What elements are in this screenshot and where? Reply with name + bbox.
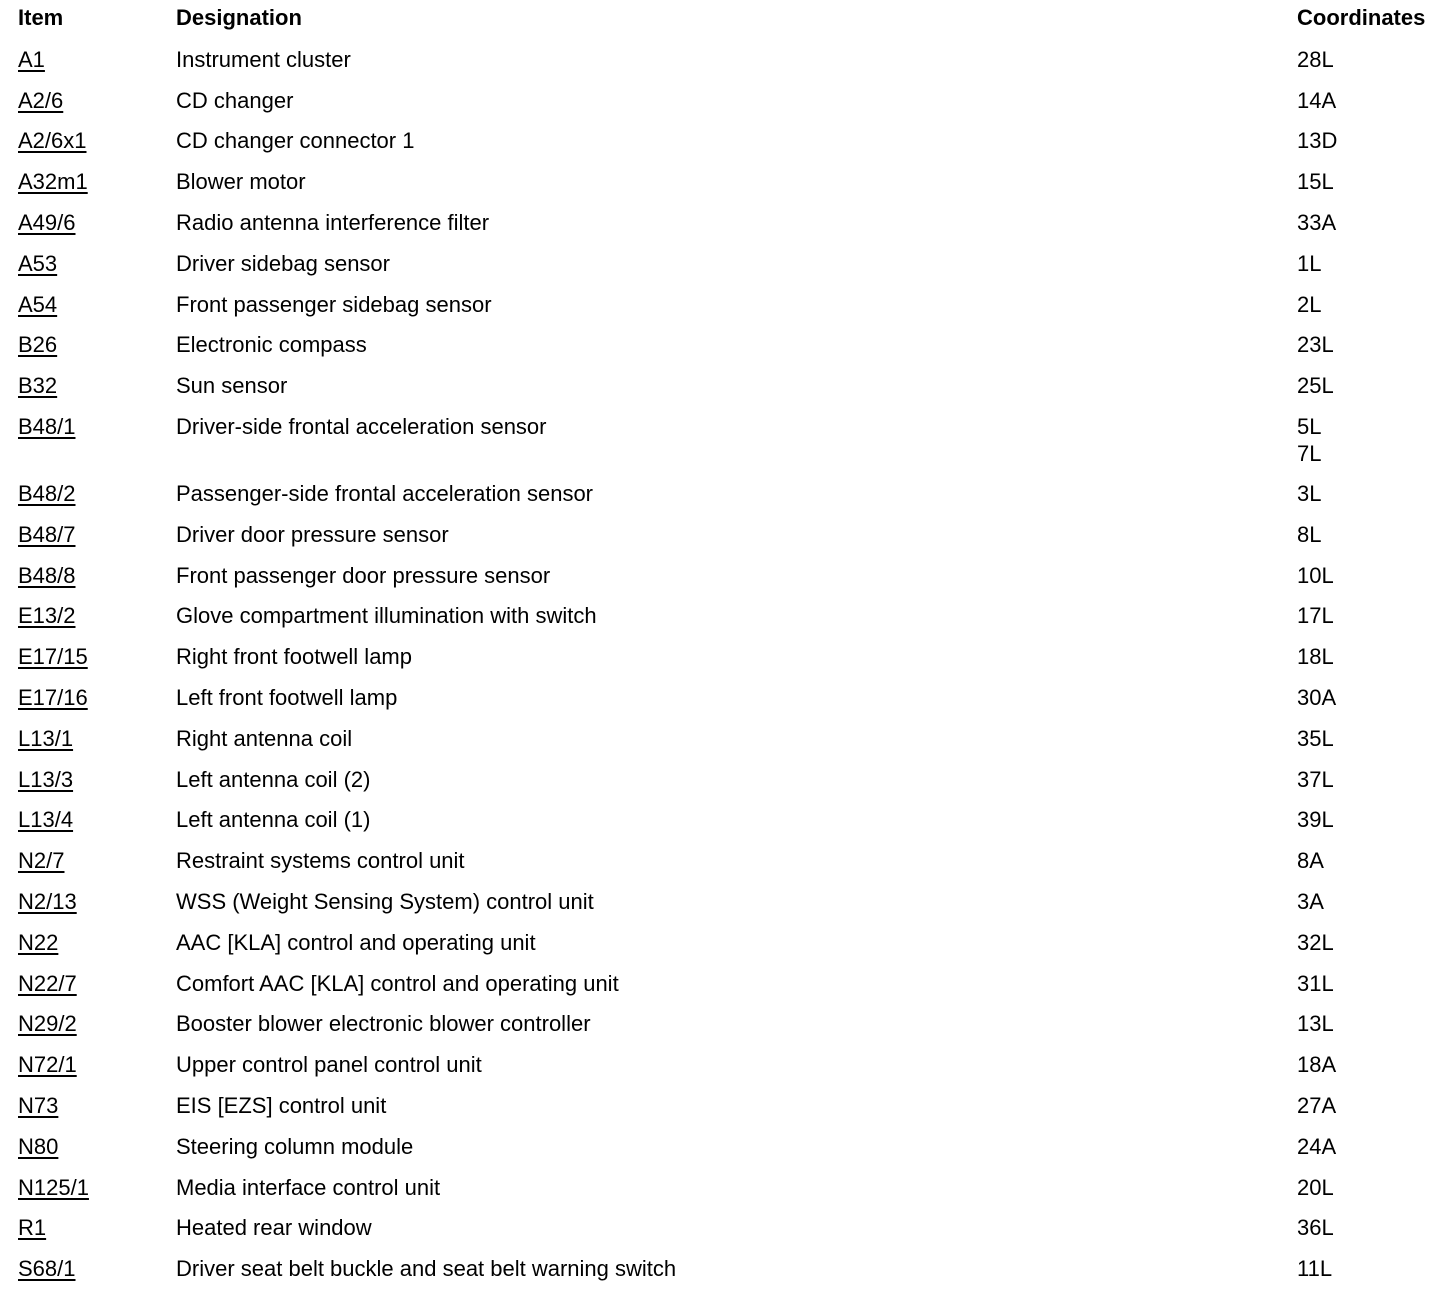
coordinates-cell xyxy=(1297,372,1334,399)
coordinate-value: 18L xyxy=(1297,644,1334,670)
coordinate-value: 10L xyxy=(1297,562,1334,588)
table-row xyxy=(0,965,1456,1006)
table-row xyxy=(0,597,1456,638)
designation-text: Booster blower electronic blower controller xyxy=(176,1011,591,1037)
coordinates-cell xyxy=(1297,413,1321,467)
coordinate-value: 8L xyxy=(1297,521,1322,547)
designation-text: Driver seat belt buckle and seat belt warning switch xyxy=(176,1256,677,1282)
table-row xyxy=(0,41,1456,82)
designation-text: Electronic compass xyxy=(176,332,367,358)
coordinate-value: 3A xyxy=(1297,888,1324,914)
coordinates-cell xyxy=(1297,1010,1334,1037)
item-link[interactable]: N2/7 xyxy=(18,848,65,874)
item-link[interactable]: L13/4 xyxy=(18,807,74,833)
coordinate-value: 35L xyxy=(1297,725,1334,751)
coordinate-value: 39L xyxy=(1297,807,1334,833)
coordinate-value: 32L xyxy=(1297,929,1334,955)
designation-text: CD changer xyxy=(176,87,294,113)
designation-text: Media interface control unit xyxy=(176,1174,441,1200)
designation-text: Front passenger door pressure sensor xyxy=(176,562,551,588)
designation-text: Driver door pressure sensor xyxy=(176,521,449,547)
designation-text: Left antenna coil (1) xyxy=(176,807,371,833)
coordinate-value: 33A xyxy=(1297,209,1337,235)
item-link[interactable]: L13/1 xyxy=(18,725,74,751)
designation-text: Left antenna coil (2) xyxy=(176,766,371,792)
designation-text: AAC [KLA] control and operating unit xyxy=(176,929,536,955)
coordinates-cell xyxy=(1297,929,1334,956)
table-header xyxy=(0,0,1456,41)
coordinates-cell xyxy=(1297,46,1334,73)
item-link[interactable]: N22 xyxy=(18,929,59,955)
coordinate-value: 28L xyxy=(1297,46,1334,72)
table-row xyxy=(0,761,1456,802)
coordinates-cell xyxy=(1297,521,1321,548)
coordinates-cell xyxy=(1297,643,1334,670)
coordinate-value: 13L xyxy=(1297,1011,1334,1037)
item-link[interactable]: N125/1 xyxy=(18,1174,89,1200)
item-link[interactable]: B48/8 xyxy=(18,562,76,588)
item-link[interactable]: E17/16 xyxy=(18,684,88,710)
table-row xyxy=(0,326,1456,367)
table-row xyxy=(0,1209,1456,1250)
item-link[interactable]: N29/2 xyxy=(18,1011,77,1037)
designation-text: CD changer connector 1 xyxy=(176,128,415,154)
table-row xyxy=(0,679,1456,720)
item-link[interactable]: E17/15 xyxy=(18,644,88,670)
item-link[interactable]: A49/6 xyxy=(18,209,76,235)
table-row xyxy=(0,638,1456,679)
table-row xyxy=(0,122,1456,163)
table-row xyxy=(0,408,1456,475)
table-row xyxy=(0,557,1456,598)
item-link[interactable]: A2/6x1 xyxy=(18,128,87,154)
designation-text: Driver-side frontal acceleration sensor xyxy=(176,413,547,439)
coordinate-value: 20L xyxy=(1297,1174,1334,1200)
coordinate-value: 14A xyxy=(1297,87,1337,113)
designation-text: Driver sidebag sensor xyxy=(176,250,390,276)
coordinates-cell xyxy=(1297,970,1334,997)
table-row xyxy=(0,367,1456,408)
item-link[interactable]: A53 xyxy=(18,250,58,276)
coordinates-cell xyxy=(1297,291,1321,318)
table-row xyxy=(0,842,1456,883)
coordinate-value: 30A xyxy=(1297,684,1337,710)
designation-text: EIS [EZS] control unit xyxy=(176,1092,387,1118)
table-row xyxy=(0,1087,1456,1128)
designation-text: Glove compartment illumination with switch xyxy=(176,603,597,629)
item-link[interactable]: N72/1 xyxy=(18,1052,77,1078)
item-link[interactable]: N22/7 xyxy=(18,970,77,996)
coordinates-cell xyxy=(1297,209,1336,236)
table-row xyxy=(0,204,1456,245)
item-link[interactable]: S68/1 xyxy=(18,1256,76,1282)
item-link[interactable]: A2/6 xyxy=(18,87,64,113)
designation-text: Heated rear window xyxy=(176,1215,372,1241)
table-row xyxy=(0,245,1456,286)
table-row xyxy=(0,883,1456,924)
designation-text: Left front footwell lamp xyxy=(176,684,398,710)
designation-text: Restraint systems control unit xyxy=(176,848,465,874)
designation-text: Upper control panel control unit xyxy=(176,1052,482,1078)
table-row xyxy=(0,1128,1456,1169)
item-link[interactable]: B48/7 xyxy=(18,521,76,547)
coordinates-cell xyxy=(1297,684,1336,711)
coordinates-cell xyxy=(1297,250,1321,277)
coordinate-value: 36L xyxy=(1297,1215,1334,1241)
table-row xyxy=(0,82,1456,123)
coordinates-cell xyxy=(1297,766,1334,793)
coordinate-value: 23L xyxy=(1297,332,1334,358)
coordinates-cell xyxy=(1297,847,1324,874)
coordinates-cell xyxy=(1297,127,1337,154)
designation-text: Right front footwell lamp xyxy=(176,644,412,670)
coordinates-cell xyxy=(1297,1051,1336,1078)
coordinate-value: 25L xyxy=(1297,373,1334,399)
designation-text: Comfort AAC [KLA] control and operating unit xyxy=(176,970,619,996)
table-row xyxy=(0,1250,1456,1291)
item-link[interactable]: A32m1 xyxy=(18,169,88,195)
coordinate-value: 17L xyxy=(1297,603,1334,629)
item-link[interactable]: B48/2 xyxy=(18,480,76,506)
table-row xyxy=(0,720,1456,761)
designation-text: Instrument cluster xyxy=(176,46,351,72)
table-row xyxy=(0,924,1456,965)
coordinates-cell xyxy=(1297,562,1334,589)
coordinates-cell xyxy=(1297,168,1334,195)
coordinate-value: 7L xyxy=(1297,440,1322,466)
table-row xyxy=(0,475,1456,516)
item-link[interactable]: N2/13 xyxy=(18,888,77,914)
designation-text: Front passenger sidebag sensor xyxy=(176,291,492,317)
coordinate-value: 11L xyxy=(1297,1256,1333,1282)
coordinates-cell xyxy=(1297,1092,1336,1119)
coordinate-value: 18A xyxy=(1297,1052,1337,1078)
coordinates-cell xyxy=(1297,331,1334,358)
coordinates-cell xyxy=(1297,1214,1334,1241)
coordinate-value: 13D xyxy=(1297,128,1338,154)
coordinate-value: 5L xyxy=(1297,413,1322,439)
coordinate-value: 37L xyxy=(1297,766,1334,792)
designation-text: WSS (Weight Sensing System) control unit xyxy=(176,888,594,914)
item-link[interactable]: N73 xyxy=(18,1092,59,1118)
coordinates-cell xyxy=(1297,1174,1334,1201)
table-row xyxy=(0,516,1456,557)
column-header-item: Item xyxy=(18,5,64,30)
item-link[interactable]: A54 xyxy=(18,291,58,317)
designation-text: Blower motor xyxy=(176,169,306,195)
item-link[interactable]: B48/1 xyxy=(18,413,76,439)
coordinates-cell xyxy=(1297,87,1336,114)
item-link[interactable]: E13/2 xyxy=(18,603,76,629)
table-row xyxy=(0,286,1456,327)
coordinate-value: 8A xyxy=(1297,848,1324,874)
coordinate-value: 1L xyxy=(1297,250,1322,276)
coordinates-cell xyxy=(1297,806,1334,833)
designation-text: Radio antenna interference filter xyxy=(176,209,490,235)
item-link[interactable]: B26 xyxy=(18,332,58,358)
item-link[interactable]: A1 xyxy=(18,46,45,72)
table-row xyxy=(0,1169,1456,1210)
table-row xyxy=(0,1046,1456,1087)
coordinate-value: 3L xyxy=(1297,480,1322,506)
coordinates-cell xyxy=(1297,602,1334,629)
item-link[interactable]: L13/3 xyxy=(18,766,74,792)
table-row xyxy=(0,1005,1456,1046)
table-body xyxy=(0,41,1456,1291)
coordinates-cell xyxy=(1297,480,1321,507)
coordinate-value: 15L xyxy=(1297,169,1334,195)
item-link[interactable]: B32 xyxy=(18,373,58,399)
table-row xyxy=(0,163,1456,204)
designation-text: Steering column module xyxy=(176,1133,414,1159)
designation-text: Right antenna coil xyxy=(176,725,353,751)
column-header-designation: Designation xyxy=(176,5,302,30)
table-row xyxy=(0,801,1456,842)
coordinate-value: 24A xyxy=(1297,1133,1337,1159)
column-header-coordinates: Coordinates xyxy=(1297,5,1426,30)
coordinates-cell xyxy=(1297,1255,1332,1282)
item-link[interactable]: N80 xyxy=(18,1133,59,1159)
designation-text: Passenger-side frontal acceleration sensor xyxy=(176,480,594,506)
coordinate-value: 2L xyxy=(1297,291,1322,317)
coordinates-cell xyxy=(1297,888,1324,915)
coordinates-cell xyxy=(1297,725,1334,752)
designation-text: Sun sensor xyxy=(176,373,288,399)
item-link[interactable]: R1 xyxy=(18,1215,47,1241)
coordinate-value: 27A xyxy=(1297,1092,1337,1118)
coordinates-cell xyxy=(1297,1133,1336,1160)
coordinate-value: 31L xyxy=(1297,970,1334,996)
